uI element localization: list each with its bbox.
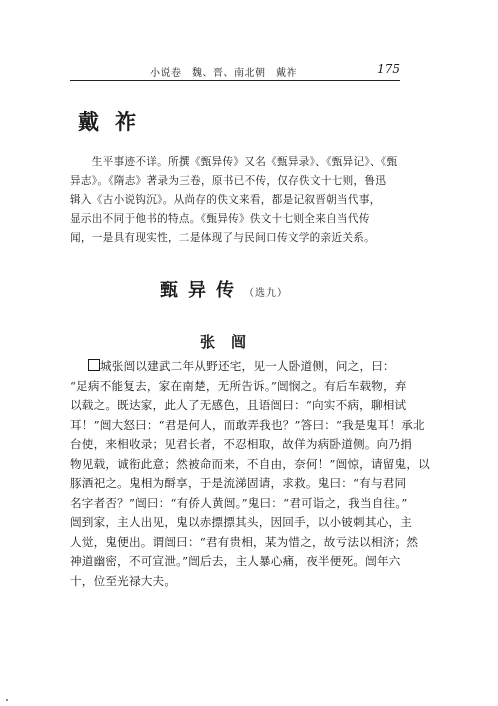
missing-character-box (88, 359, 100, 371)
story-first-line (70, 357, 410, 377)
page-number: 175 (377, 62, 400, 76)
story-body (70, 357, 430, 591)
author-heading: 戴祚 (78, 110, 152, 134)
story-title: 张闿 (200, 333, 263, 351)
book-title-main: 甄异传 (160, 280, 244, 301)
story-line: 物见载，诚衔此意；然被命而来，不自由，奈何！”闿惊，请留鬼，以 (70, 456, 430, 471)
story-line: 闿到家，主人出见，鬼以赤摽摽其头，因回手，以小铍刺其心，主 (70, 515, 413, 529)
story-line: 名字者否？”闿曰：“有侨人黄闿。”鬼曰：“君可诣之，我当自往。” (70, 495, 408, 510)
book-title-sub: （选九） (244, 288, 288, 299)
author-intro (70, 153, 404, 248)
story-line: 人觉，鬼便出。谓闿曰：“君有贵相，某为惜之，故亏法以相济；然 (70, 534, 419, 549)
book-title (160, 276, 288, 302)
intro-line: 闻，一是具有现实性，二是体现了与民间口传文学的亲近关系。 (70, 232, 376, 244)
intro-line: 显示出不同于他书的特点。《甄异传》佚文十七则全来自当代传 (70, 213, 370, 225)
header-section-title: 小说卷 魏、晋、南北朝 戴祚 (150, 68, 297, 79)
story-line: 神道幽密，不可宣泄。”闿后去，主人暴心痛，夜半便死。闿年六 (70, 554, 401, 568)
story-line: 豚酒祀之。鬼相为酹享，于是流涕固请，求救。鬼曰：“有与君同 (70, 476, 407, 490)
intro-line: 异志》。《隋志》著录为三卷，原书已不传，仅存佚文十七则，鲁迅 (70, 175, 387, 187)
story-line: 十，位至光禄大夫。 (70, 573, 177, 588)
story-line: “足病不能复去，家在南楚，无所告诉。”闿悯之。有后车载物，弃 (70, 378, 407, 393)
story-line: 台使，来相收录；见君长者，不忍相取，故佯为病卧道侧。向乃捐 (70, 437, 413, 451)
running-header (70, 62, 400, 80)
intro-line: 生平事迹不详。所撰《甄异传》又名《甄异录》、《甄异记》、《甄 (70, 156, 398, 168)
story-line: 耳！”闿大怒曰：“君是何人，而敢弄我也？”答曰：“我是鬼耳！承北 (70, 417, 425, 432)
scan-speck (6, 699, 8, 701)
story-line: 以载之。既达家，此人了无感色，且语闿曰：“向实不病，聊相试 (70, 398, 407, 412)
intro-line: 辑入《古小说钩沉》。从尚存的佚文来看，都是记叙晋朝当代事， (70, 194, 381, 206)
header-rule (70, 80, 400, 81)
story-line: 城张闿以建武二年从野还宅，见一人卧道侧，问之，曰： (100, 359, 395, 373)
